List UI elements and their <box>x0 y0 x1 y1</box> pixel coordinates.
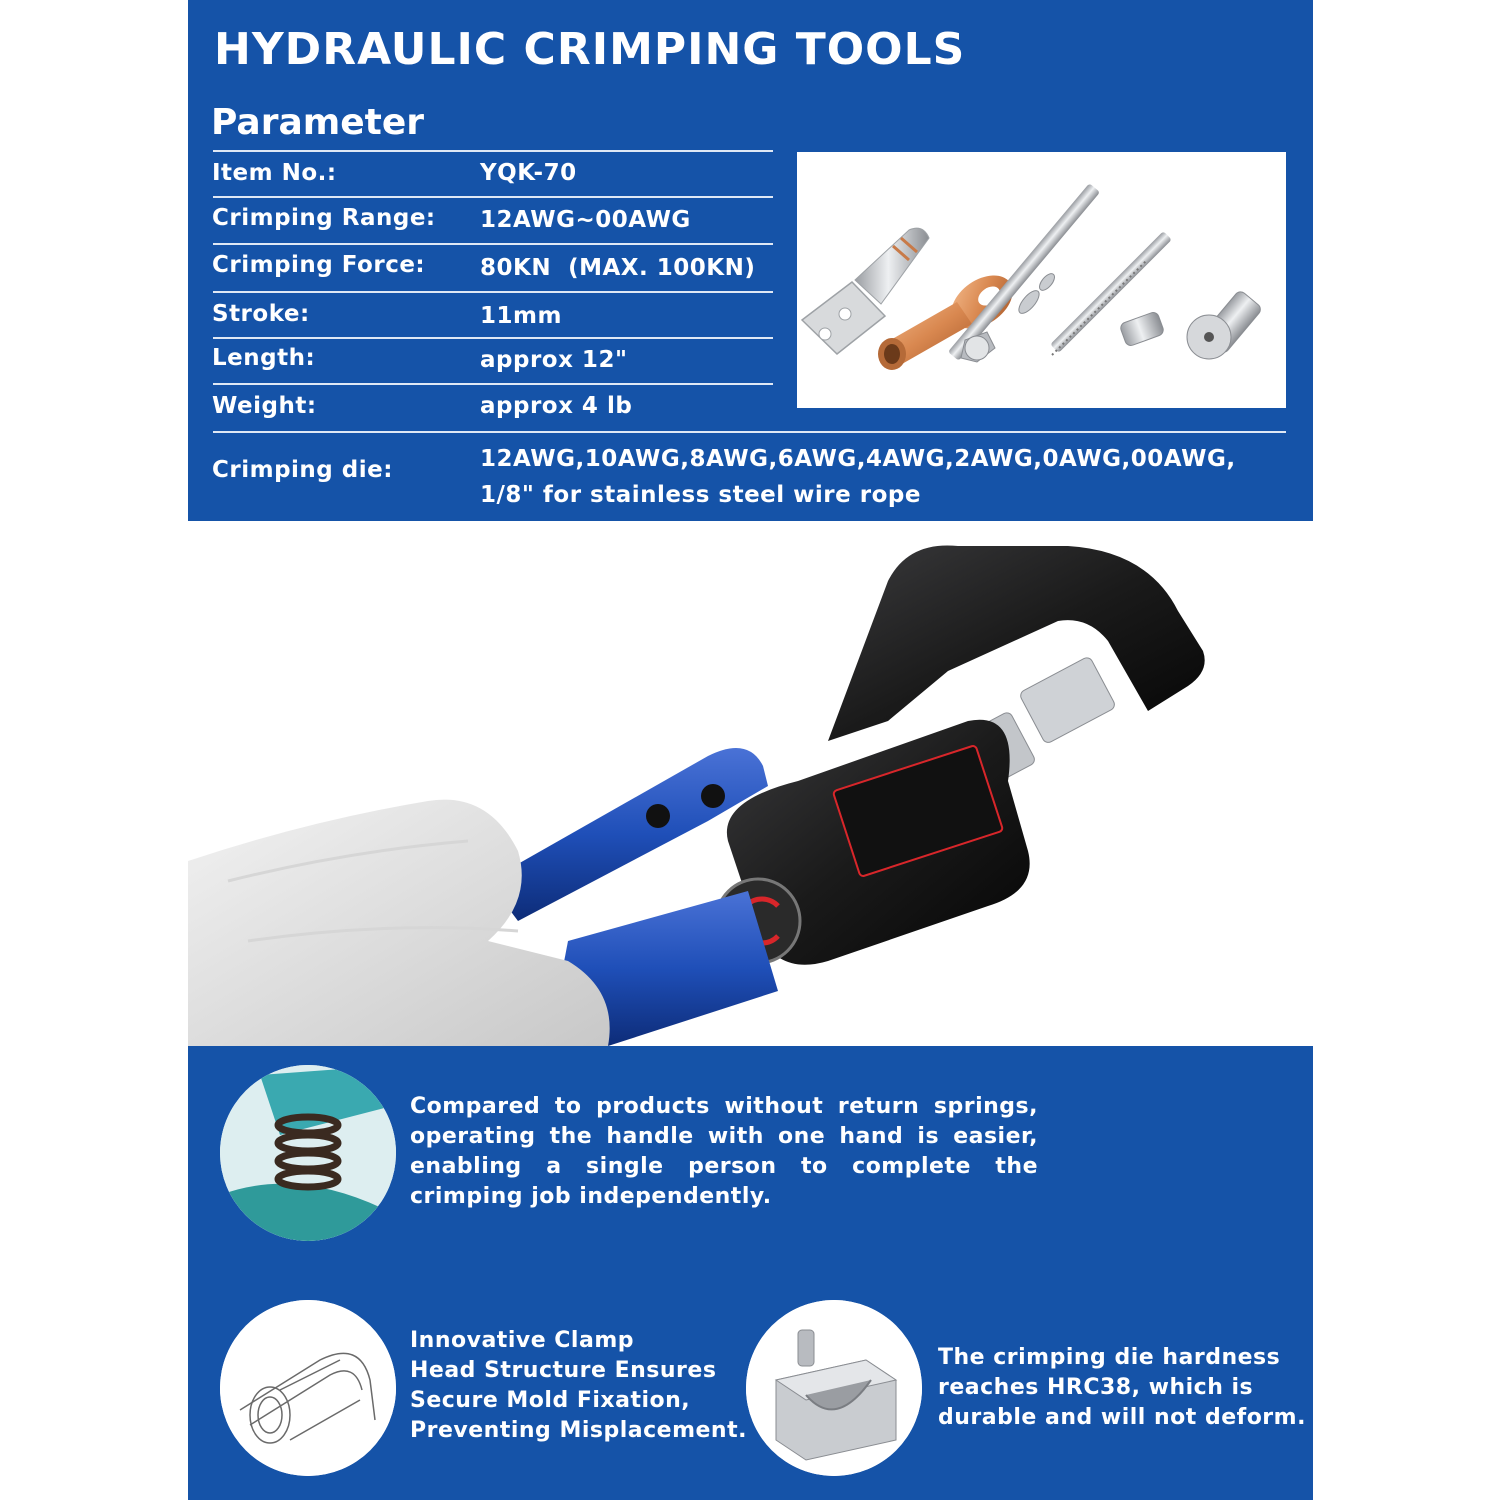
copper-lug <box>878 264 1022 370</box>
product-photo <box>188 521 1313 1046</box>
feature-line: reaches HRC38, which is <box>938 1375 1254 1400</box>
feature-clamp-head-text <box>410 1326 747 1446</box>
feature-line: Secure Mold Fixation, <box>410 1388 691 1413</box>
param-value-stroke: 11mm <box>480 303 562 329</box>
divider <box>213 291 773 293</box>
param-value-crimping-force: 80KN (MAX. 100KN) <box>480 255 756 281</box>
divider <box>213 383 773 385</box>
feature-line: Head Structure Ensures <box>410 1358 717 1383</box>
param-value-item-no: YQK-70 <box>480 160 577 186</box>
crimping-die-image <box>746 1300 922 1476</box>
param-label-crimping-force: Crimping Force: <box>212 252 426 278</box>
feature-line: Preventing Misplacement. <box>410 1418 747 1443</box>
feature-line: Innovative Clamp <box>410 1328 634 1353</box>
accessories-image <box>797 152 1286 408</box>
divider <box>213 337 773 339</box>
parameter-heading: Parameter <box>211 102 425 143</box>
ferrule-sleeve <box>1119 311 1165 347</box>
feature-die-hardness-text <box>938 1343 1306 1433</box>
spring-illustration <box>220 1065 396 1241</box>
feature-return-spring-text: Compared to products without return springs, operating the handle with one hand is easier, enabling a single person to complete the crimping job independently. <box>410 1094 1038 1209</box>
c-head <box>828 545 1205 741</box>
page-title: HYDRAULIC CRIMPING TOOLS <box>214 24 966 75</box>
param-label-item-no: Item No.: <box>212 160 337 186</box>
work-glove <box>188 800 610 1046</box>
accessories-illustration <box>797 152 1286 408</box>
param-label-length: Length: <box>212 345 316 371</box>
clamp-head-sketch <box>220 1300 396 1476</box>
param-label-weight: Weight: <box>212 393 317 419</box>
param-value-length: approx 12" <box>480 347 628 373</box>
param-label-stroke: Stroke: <box>212 301 310 327</box>
param-value-crimping-range: 12AWG~00AWG <box>480 207 691 233</box>
return-spring-image <box>220 1065 396 1241</box>
param-label-crimping-die: Crimping die: <box>212 457 393 483</box>
feature-line: durable and will not deform. <box>938 1405 1306 1430</box>
crimping-die-sizes: 12AWG,10AWG,8AWG,6AWG,4AWG,2AWG,0AWG,00AWG, <box>480 446 1236 472</box>
divider <box>213 150 773 152</box>
crimping-die-wire-rope: 1/8" for stainless steel wire rope <box>480 482 921 508</box>
divider <box>213 196 773 198</box>
param-label-crimping-range: Crimping Range: <box>212 205 436 231</box>
feature-line: The crimping die hardness <box>938 1345 1281 1370</box>
param-value-crimping-die <box>480 441 1236 513</box>
param-value-weight: approx 4 lb <box>480 393 633 419</box>
die-illustration <box>746 1300 922 1476</box>
divider <box>213 243 773 245</box>
divider <box>213 431 1286 433</box>
end-cap <box>1187 289 1263 359</box>
threaded-bolt <box>948 183 1100 362</box>
crimping-tool-illustration <box>188 521 1313 1046</box>
upper-die <box>1019 656 1117 745</box>
clamp-head-image <box>220 1300 396 1476</box>
